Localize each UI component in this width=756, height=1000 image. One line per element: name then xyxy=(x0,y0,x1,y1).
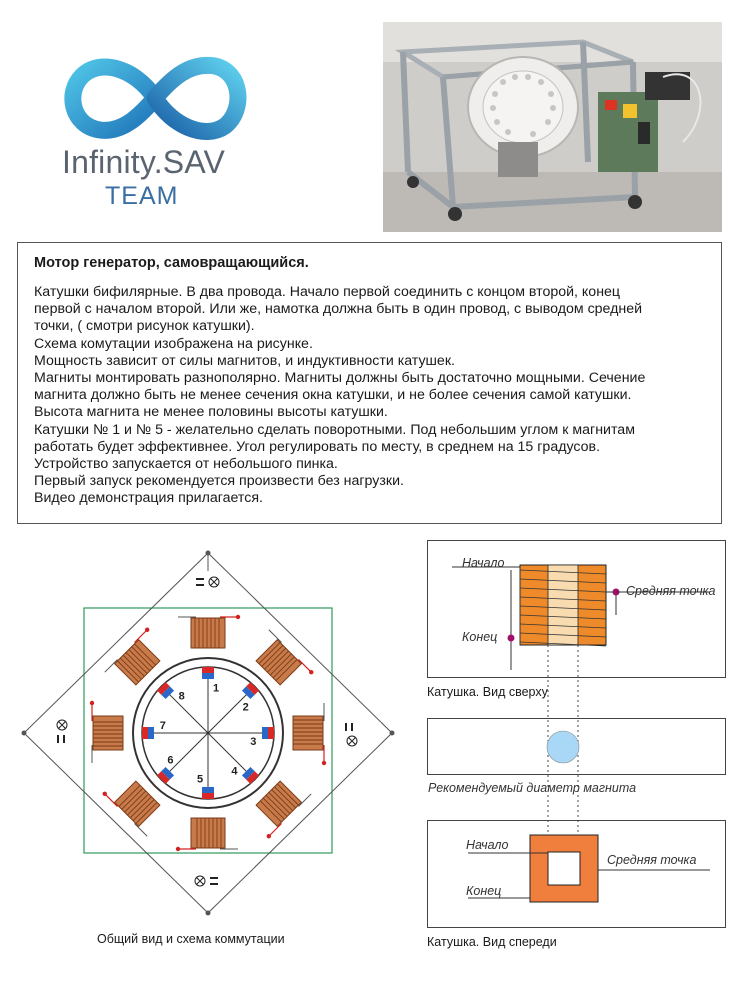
coil-top-caption: Катушка. Вид сверху xyxy=(427,685,548,699)
coil-front-mid-label: Средняя точка xyxy=(607,853,697,867)
description-title: Мотор генератор, самовращающийся. xyxy=(34,255,309,271)
coil-1 xyxy=(191,618,225,648)
motor-generator-photo xyxy=(383,22,722,232)
coil-3 xyxy=(293,716,323,750)
junction-dot xyxy=(309,670,313,674)
description-line: магнита должно быть не менее сечения окна катушки, и не более сечения самой катушки. xyxy=(34,387,632,404)
description-line: Катушки бифилярные. В два провода. Начало первой соединить с концом второй, конец xyxy=(34,284,621,300)
coil-8 xyxy=(115,640,160,685)
load-bottom xyxy=(195,876,218,916)
coil-number-7: 7 xyxy=(159,720,166,733)
junction-dot xyxy=(176,847,180,851)
coil-lead-red xyxy=(269,824,282,837)
logo-team: TEAM xyxy=(105,182,179,210)
magnet-5 xyxy=(202,787,214,799)
junction-dot xyxy=(90,701,94,705)
coil-top-view xyxy=(452,565,710,670)
load-top xyxy=(196,551,219,588)
magnet-3 xyxy=(262,727,274,739)
description-line: Мощность зависит от силы магнитов, и индуктивности катушек. xyxy=(34,352,455,369)
description-line: Схема комутации изображена на рисунке. xyxy=(34,335,313,352)
coil-number-8: 8 xyxy=(178,690,185,703)
junction-dot xyxy=(267,834,271,838)
coil-number-2: 2 xyxy=(242,701,249,714)
coil-front-caption: Катушка. Вид спереди xyxy=(427,935,557,949)
coil-number-1: 1 xyxy=(212,682,220,695)
coil-lead xyxy=(105,659,118,672)
end-dot xyxy=(508,635,515,642)
coil-number-6: 6 xyxy=(167,754,174,767)
coil-2 xyxy=(256,640,301,685)
junction-dot xyxy=(236,615,240,619)
coil-lead xyxy=(299,794,312,807)
coil-lead-red xyxy=(105,794,118,807)
coil-top-mid-label: Средняя точка xyxy=(626,584,716,598)
description-line: Магниты монтировать разнополярно. Магниты должны быть достаточно мощными. Сечение xyxy=(34,370,646,387)
coil-7 xyxy=(93,716,123,750)
description-box xyxy=(17,242,722,524)
coil-5 xyxy=(191,818,225,848)
coil-number-5: 5 xyxy=(197,773,204,786)
coil-lead-red xyxy=(134,630,147,643)
coil-4 xyxy=(256,781,301,826)
magnet-7 xyxy=(142,727,154,739)
description-line: Устройство запускается от небольшого пинка. xyxy=(34,456,338,473)
logo-name: Infinity.SAV xyxy=(62,144,226,180)
logo-infinity-icon xyxy=(60,48,250,148)
coil-top-end-label: Конец xyxy=(462,630,498,644)
coil-6 xyxy=(115,781,160,826)
coil-number-4: 4 xyxy=(231,765,238,778)
description-line: Катушки № 1 и № 5 - желательно сделать поворотными. Под небольшим углом к магнитам xyxy=(34,421,635,438)
description-line: первой с началом второй. Или же, намотка должна быть в один провод, с выводом средней xyxy=(34,301,643,318)
load-right xyxy=(346,723,395,746)
magnet-caption: Рекомендуемый диаметр магнита xyxy=(428,781,637,795)
description-line: работать будет эффективнее. Угол регулировать по месту, в среднем на 15 градусов. xyxy=(34,438,601,455)
junction-dot xyxy=(322,761,326,765)
coil-front-end-label: Конец xyxy=(466,884,502,898)
coil-lead xyxy=(269,630,282,643)
description-line: Первый запуск рекомендуется произвести без нагрузки. xyxy=(34,473,404,490)
load-left xyxy=(22,720,68,743)
magnet-circle xyxy=(547,731,579,763)
magnet-1 xyxy=(202,667,214,679)
description-line: точки, ( смотри рисунок катушки). xyxy=(34,318,255,335)
diagram-caption: Общий вид и схема коммутации xyxy=(97,932,285,946)
coil-front-start-label: Начало xyxy=(466,838,509,852)
description-line: Высота магнита не менее половины высоты катушки. xyxy=(34,404,388,421)
coil-lead-red xyxy=(299,659,312,672)
coil-lead xyxy=(134,824,147,837)
junction-dot xyxy=(145,628,149,632)
coil-top-start-label: Начало xyxy=(462,556,505,570)
junction-dot xyxy=(103,792,107,796)
coil-number-3: 3 xyxy=(250,735,257,748)
commutation-diagram xyxy=(0,545,420,935)
description-line: Видео демонстрация прилагается. xyxy=(34,490,263,507)
